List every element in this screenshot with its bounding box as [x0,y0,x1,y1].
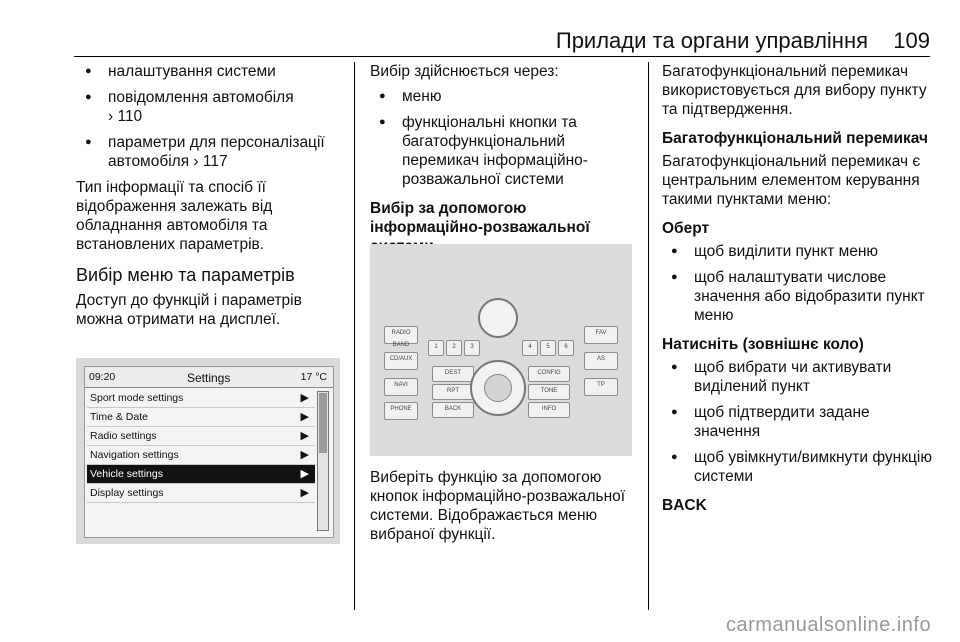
status-bar [85,367,333,388]
preset-6-button[interactable]: 6 [558,340,574,356]
paragraph: Багатофункціональний перемикач є центральним елементом керування такими пунктами меню: [662,153,921,208]
list-item [76,88,338,126]
list-item: ● щоб налаштувати числове значення або відобразити пункт меню [662,268,934,325]
bold-heading: Вибір за допомогою інформаційно-розважальної [370,200,590,236]
preset-2-button[interactable]: 2 [446,340,462,356]
paragraph: Тип інформації та спосіб її відображення залежать від обладнання автомобіля та встановлених параметрів. [76,179,273,253]
info-button[interactable]: INFO [528,402,570,418]
arrow-right-icon: ▶ [300,392,309,404]
control-panel-image [370,244,632,456]
arrow-right-icon: ▶ [300,468,309,480]
list-item: ● щоб підтвердити задане значення [662,403,934,441]
rpt-button[interactable]: RPT [432,384,474,400]
page-number: 109 [893,28,930,53]
tone-button[interactable]: TONE [528,384,570,400]
settings-screen-image [76,358,340,544]
as-button[interactable]: AS [584,352,618,370]
page-header [0,0,960,58]
page-title: Прилади та органи управління [555,28,868,53]
preset-3-button[interactable]: 3 [464,340,480,356]
column-2-bottom [370,468,632,552]
menu-item-label: Display settings [90,487,164,499]
menu-item[interactable] [87,408,315,427]
arrow-right-icon: ▶ [300,430,309,442]
bold-heading: Багатофункціональний перемикач [662,130,929,147]
column-2 [370,62,632,260]
multifunction-knob-center[interactable] [484,374,512,402]
paragraph: Виберіть функцію за допомогою кнопок інформаційно-розважальної системи. Відображається меню вибраної функції. [370,469,626,543]
scrollbar-thumb[interactable] [319,393,327,453]
column-divider [648,62,649,610]
menu-item-label: Sport mode settings [90,392,184,404]
menu-item[interactable] [87,389,315,408]
paragraph: Багатофункціональний перемикач використовується для вибору пункту та підтвердження. [662,63,927,118]
multifunction-knob[interactable] [470,360,526,416]
list-item: ● щоб вибрати чи активувати виділений пункт [662,358,934,396]
list-item: ● функціональні кнопки та багатофункціональний перемикач інформаційно-розважальної системи [370,113,602,189]
temperature: 17 °C [300,371,327,383]
list-item [76,133,338,171]
column-divider [354,62,355,610]
preset-5-button[interactable]: 5 [540,340,556,356]
list-item-text: параметри для персоналізації [108,134,325,151]
section-heading: Вибір меню та параметрів [76,265,295,285]
preset-1-button[interactable]: 1 [428,340,444,356]
list-item-text: повідомлення автомобіля [108,89,294,106]
radio-band-button[interactable]: RADIO BAND [384,326,418,344]
menu-item-selected[interactable] [87,465,315,484]
menu-item-label: Vehicle settings [90,468,163,480]
paragraph: Доступ до функцій і параметрів можна отримати на дисплеї. [76,292,302,328]
power-volume-knob[interactable] [478,298,518,338]
menu-item[interactable] [87,446,315,465]
bullet-list [662,242,934,325]
bullet-list [76,62,338,171]
arrow-right-icon: ▶ [300,411,309,423]
column-3 [662,62,934,519]
page-reference[interactable]: автомобіля › 117 [108,153,228,170]
column-1 [76,62,338,337]
list-item: ● налаштування системи [76,62,338,81]
watermark: carmanualsonline.info [726,614,932,636]
menu-item-label: Navigation settings [90,449,179,461]
menu-item[interactable] [87,484,315,503]
bold-heading: Оберт [662,220,710,237]
bold-heading: BACK [662,497,707,514]
bold-heading: Натисніть (зовнішнє коло) [662,336,864,353]
clock: 09:20 [89,371,116,383]
list-item: ● щоб увімкнути/вимкнути функцію системи [662,448,934,486]
page-reference[interactable]: › 110 [108,108,143,125]
tp-button[interactable]: TP [584,378,618,396]
scrollbar[interactable] [317,391,329,531]
display-screen [84,366,334,538]
arrow-right-icon: ▶ [300,487,309,499]
menu-item-label: Radio settings [90,430,157,442]
bullet-list [370,87,632,189]
bullet-list [662,358,934,486]
config-button[interactable]: CONFIG [528,366,570,382]
paragraph: Вибір здійснюється через: [370,63,559,80]
cd-aux-button[interactable]: CD/AUX [384,352,418,370]
menu-item[interactable] [87,427,315,446]
screen-title: Settings [187,371,231,385]
arrow-right-icon: ▶ [300,449,309,461]
dest-button[interactable]: DEST [432,366,474,382]
navi-button[interactable]: NAVI [384,378,418,396]
preset-4-button[interactable]: 4 [522,340,538,356]
list-item: ● щоб виділити пункт меню [662,242,934,261]
back-button[interactable]: BACK [432,402,474,418]
header-rule [74,56,930,57]
fav-button[interactable]: FAV [584,326,618,344]
list-item: ● меню [370,87,632,106]
menu-item-label: Time & Date [90,411,148,423]
phone-button[interactable]: PHONE [384,402,418,420]
